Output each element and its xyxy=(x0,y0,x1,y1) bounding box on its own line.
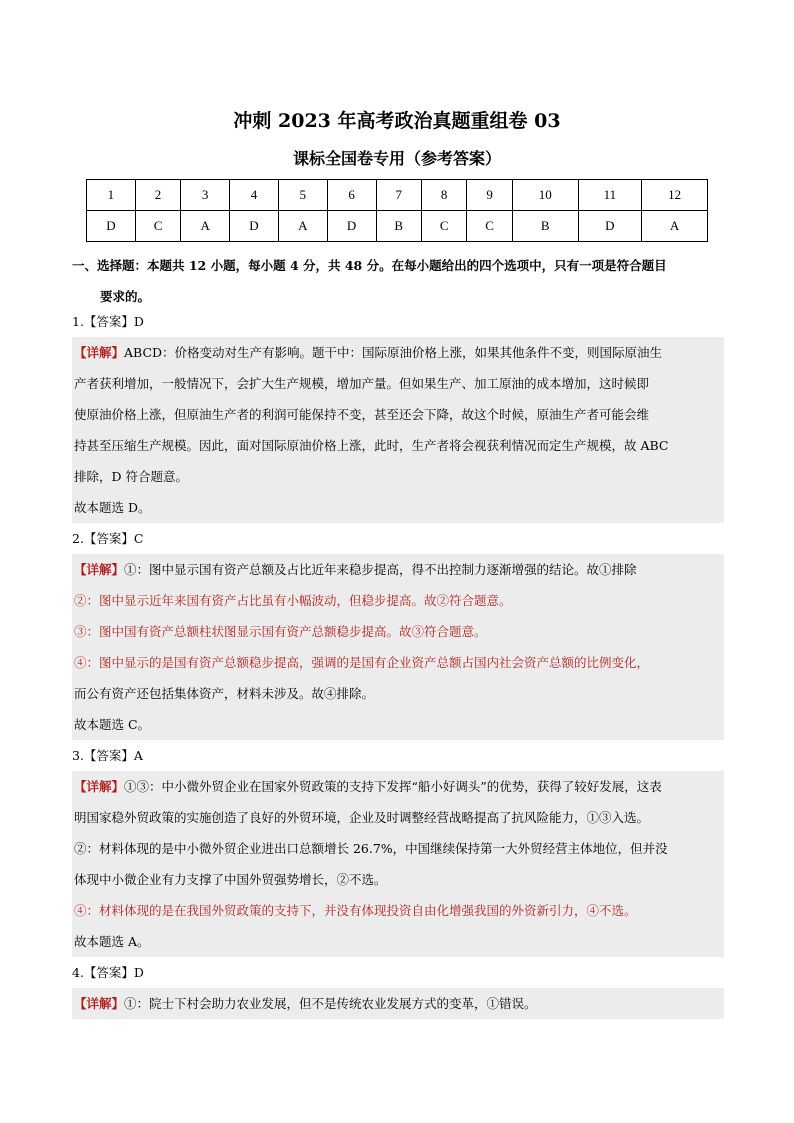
answers-content xyxy=(72,306,724,1019)
answer-cell: C xyxy=(135,211,180,242)
explanation-text: ABCD：价格变动对生产有影响。题干中：国际原油价格上涨，如果其他条件不变，则国际原油生 xyxy=(124,345,663,360)
answer-cell: D xyxy=(87,211,136,242)
question-number-cell: 10 xyxy=(512,180,578,211)
explanation-label: 【详解】 xyxy=(74,779,125,794)
explanation-block xyxy=(72,771,724,957)
explanation-line xyxy=(72,864,724,895)
answer-cell: A xyxy=(278,211,327,242)
explanation-label: 【详解】 xyxy=(74,562,125,577)
section-heading-line1: 一、选择题：本题共 12 小题，每小题 4 分，共 48 分。在每小题给出的四个选项中，只有一项是符合题目 xyxy=(72,258,667,273)
explanation-line xyxy=(72,802,724,833)
answer-cell: B xyxy=(512,211,578,242)
explanation-label: 【详解】 xyxy=(74,996,125,1011)
explanation-text: 使原油价格上涨，但原油生产者的利润可能保持不变，甚至还会下降，故这个时候，原油生产者可能会维 xyxy=(74,407,650,422)
explanation-block xyxy=(72,337,724,523)
explanation-text: 故本题选 A。 xyxy=(74,934,150,949)
answer-cell: B xyxy=(376,211,421,242)
explanation-text: ①③：中小微外贸企业在国家外贸政策的支持下发挥“船小好调头”的优势，获得了较好发展，这表 xyxy=(124,779,662,794)
explanation-line xyxy=(72,399,724,430)
answer-cell: D xyxy=(578,211,642,242)
explanation-text: 明国家稳外贸政策的实施创造了良好的外贸环境，企业及时调整经营战略提高了抗风险能力，①③入选。 xyxy=(74,810,650,825)
question-number-cell: 4 xyxy=(230,180,279,211)
answer-cell: C xyxy=(421,211,466,242)
question-number-cell: 3 xyxy=(181,180,230,211)
question-number-cell: 8 xyxy=(421,180,466,211)
question-number-cell: 11 xyxy=(578,180,642,211)
explanation-text: ④：材料体现的是在我国外贸政策的支持下，并没有体现投资自由化增强我国的外资新引力，④不选。 xyxy=(74,903,637,918)
answer-cell: A xyxy=(181,211,230,242)
explanation-line xyxy=(72,709,724,740)
explanation-line xyxy=(72,492,724,523)
question-number-cell: 2 xyxy=(135,180,180,211)
explanation-text: 而公有资产还包括集体资产，材料未涉及。故④排除。 xyxy=(74,686,375,701)
question-number-cell: 6 xyxy=(327,180,376,211)
explanation-line xyxy=(72,616,724,647)
explanation-line xyxy=(72,771,724,802)
explanation-text: 体现中小微企业有力支撑了中国外贸强势增长，②不选。 xyxy=(74,872,387,887)
question-number-cell: 5 xyxy=(278,180,327,211)
explanation-label: 【详解】 xyxy=(74,345,125,360)
section-heading xyxy=(72,250,724,312)
page-subtitle: 课标全国卷专用（参考答案） xyxy=(292,149,501,168)
explanation-text: ④：图中显示的是国有资产总额稳步提高，强调的是国有企业资产总额占国内社会资产总额的比例变化， xyxy=(74,655,650,670)
question-number-cell: 9 xyxy=(467,180,512,211)
explanation-line xyxy=(72,430,724,461)
explanation-text: 故本题选 C。 xyxy=(74,717,151,732)
explanation-text: ①：图中显示国有资产总额及占比近年来稳步提高，得不出控制力逐渐增强的结论。故①排除 xyxy=(124,562,637,577)
explanation-block xyxy=(72,554,724,740)
question-answer-header: 2.【答案】C xyxy=(72,531,144,546)
explanation-text: 产者获利增加，一般情况下，会扩大生产规模，增加产量。但如果生产、加工原油的成本增加，这时候即 xyxy=(74,376,650,391)
answer-cell: C xyxy=(467,211,512,242)
explanation-text: ①：院士下村会助力农业发展，但不是传统农业发展方式的变革，①错误。 xyxy=(124,996,537,1011)
question-answer-header: 4.【答案】D xyxy=(72,965,144,980)
explanation-line xyxy=(72,554,724,585)
question-number-cell: 1 xyxy=(87,180,136,211)
explanation-line xyxy=(72,368,724,399)
answer-cell: A xyxy=(642,211,708,242)
explanation-text: 排除，D 符合题意。 xyxy=(74,469,188,484)
answer-table-number-row xyxy=(87,180,708,211)
explanation-line xyxy=(72,585,724,616)
explanation-text: ②：材料体现的是中小微外贸企业进出口总额增长 26.7%，中国继续保持第一大外贸经营主体地位，但并没 xyxy=(74,841,668,856)
page-title: 冲刺 2023 年高考政治真题重组卷 03 xyxy=(233,110,561,132)
explanation-line xyxy=(72,926,724,957)
answer-cell: D xyxy=(327,211,376,242)
explanation-block xyxy=(72,988,724,1019)
answer-table xyxy=(86,179,708,242)
question-answer-header: 3.【答案】A xyxy=(72,748,143,763)
question-number-cell: 12 xyxy=(642,180,708,211)
explanation-text: 故本题选 D。 xyxy=(74,500,151,515)
explanation-line xyxy=(72,647,724,678)
question-answer-header: 1.【答案】D xyxy=(72,314,144,329)
explanation-line xyxy=(72,988,724,1019)
explanation-line xyxy=(72,895,724,926)
explanation-line xyxy=(72,833,724,864)
explanation-line xyxy=(72,461,724,492)
explanation-text: ③：图中国有资产总额柱状图显示国有资产总额稳步提高。故③符合题意。 xyxy=(74,624,487,639)
answer-cell: D xyxy=(230,211,279,242)
explanation-text: 持甚至压缩生产规模。因此，面对国际原油价格上涨，此时，生产者将会视获利情况而定生产规模，故 ABC xyxy=(74,438,669,453)
explanation-line xyxy=(72,678,724,709)
explanation-line xyxy=(72,337,724,368)
explanation-text: ②：图中显示近年来国有资产占比虽有小幅波动，但稳步提高。故②符合题意。 xyxy=(74,593,512,608)
section-heading-line2: 要求的。 xyxy=(100,289,151,304)
answer-table-answer-row xyxy=(87,211,708,242)
question-number-cell: 7 xyxy=(376,180,421,211)
